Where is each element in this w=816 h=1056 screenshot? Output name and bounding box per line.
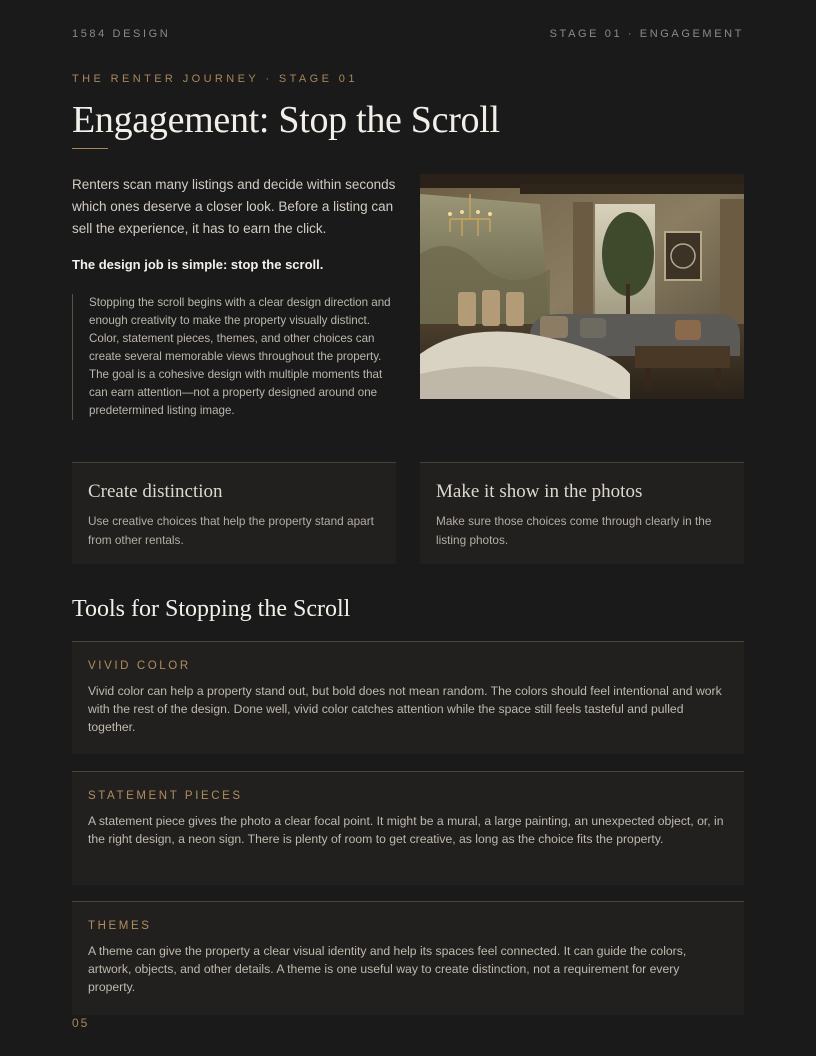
- brand-name: 1584 DESIGN: [72, 28, 171, 40]
- intro-paragraph: Renters scan many listings and decide within seconds which ones deserve a closer look. Before a listing can sell the experience, it has to earn the click.: [72, 177, 396, 236]
- pull-quote: Stopping the scroll begins with a clear design direction and enough creativity to make the property visually distinct. Color, statement pieces, themes, and other choices can create several memorable views throughout the property. The goal is a cohesive design with multiple moments that can earn attention—not a property designed around one predetermined listing image.: [72, 294, 402, 420]
- card-title: Make it show in the photos: [436, 481, 643, 502]
- eyebrow: THE RENTER JOURNEY · STAGE 01: [72, 73, 358, 85]
- card-show-in-photos: [420, 462, 744, 564]
- tool-body: A statement piece gives the photo a clear focal point. It might be a mural, a large painting, an unexpected object, or, in the right design, a neon sign. There is plenty of room to get creative, as long as the choice fits the property.: [88, 814, 724, 846]
- card-body: Make sure those choices come through clearly in the listing photos.: [436, 514, 712, 547]
- lead-statement: The design job is simple: stop the scroll.: [72, 257, 324, 272]
- tool-vivid-color: [72, 641, 744, 754]
- page-title: Engagement: Stop the Scroll: [72, 99, 500, 141]
- tools-section-title: Tools for Stopping the Scroll: [72, 596, 351, 622]
- running-header: [72, 28, 744, 40]
- card-body: Use creative choices that help the property stand apart from other rentals.: [88, 514, 374, 547]
- tool-label: STATEMENT PIECES: [88, 790, 243, 802]
- living-room-photo: [420, 174, 744, 399]
- page-number: 05: [72, 1016, 90, 1030]
- card-title: Create distinction: [88, 481, 223, 502]
- stage-label: STAGE 01 · ENGAGEMENT: [549, 28, 744, 40]
- title-divider: [72, 148, 108, 149]
- card-create-distinction: [72, 462, 396, 564]
- tool-label: THEMES: [88, 920, 152, 932]
- tool-body: Vivid color can help a property stand out, but bold does not mean random. The colors should feel intentional and work with the rest of the design. Done well, vivid color catches attention while the space still feels tasteful and pulled together.: [88, 684, 722, 734]
- tool-statement-pieces: [72, 771, 744, 885]
- page: [72, 0, 744, 1056]
- tool-label: VIVID COLOR: [88, 660, 191, 672]
- tool-themes: [72, 901, 744, 1015]
- tool-body: A theme can give the property a clear visual identity and help its spaces feel connected. It can guide the colors, artwork, objects, and other details. A theme is one useful way to create distinction, not a requirement for every property.: [88, 944, 687, 994]
